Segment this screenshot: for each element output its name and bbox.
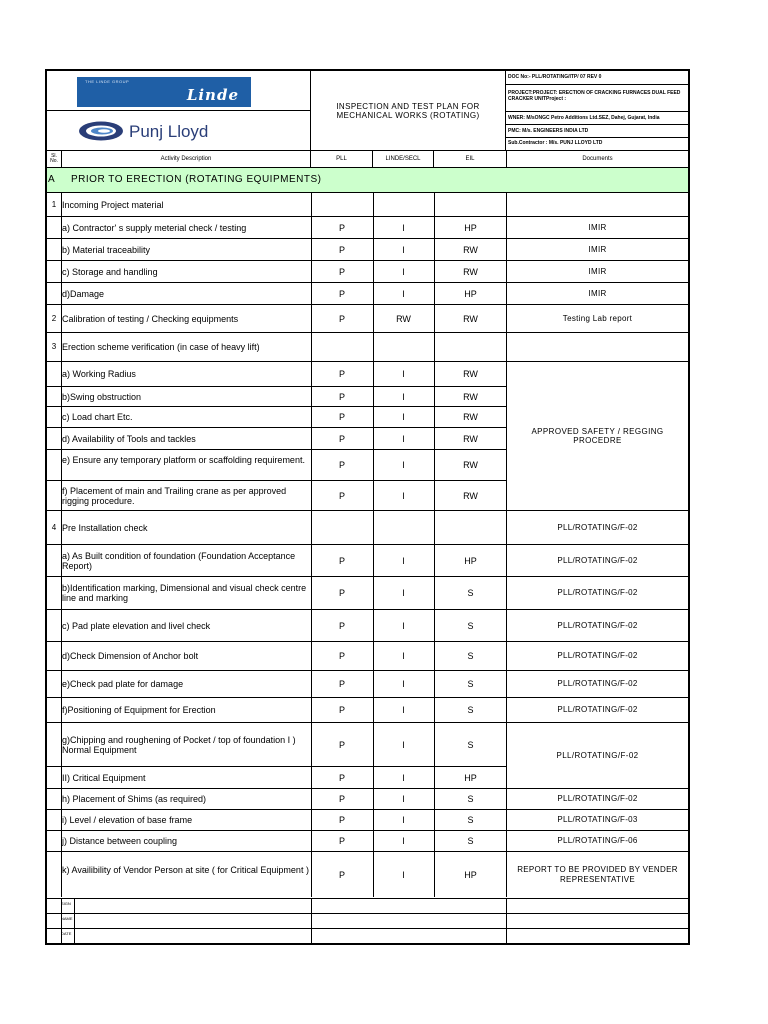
eil-cell: HP bbox=[464, 222, 477, 233]
activity-description: d)Damage bbox=[62, 288, 105, 299]
pll-cell: P bbox=[338, 705, 345, 715]
col-activity: Activity Description bbox=[62, 151, 311, 167]
table-row bbox=[47, 810, 688, 831]
col-pll: PLL bbox=[311, 151, 373, 167]
document-cell: PLL/ROTATING/F-02 bbox=[557, 620, 638, 630]
punj-swirl-icon bbox=[77, 120, 125, 142]
activity-description: c) Storage and handling bbox=[62, 266, 158, 277]
signoff-row bbox=[47, 899, 688, 914]
linde-cell: I bbox=[402, 651, 405, 661]
table-row bbox=[47, 789, 688, 810]
col-eil: EIL bbox=[434, 151, 507, 167]
table-row bbox=[47, 333, 688, 362]
eil-cell: S bbox=[467, 679, 474, 689]
col-sl-no: Sl. No. bbox=[47, 151, 62, 167]
document-meta bbox=[506, 71, 688, 150]
activity-description: f) Placement of main and Trailing crane as per approved rigging procedure. bbox=[62, 485, 287, 506]
activity-description: c) Load chart Etc. bbox=[62, 412, 133, 422]
table-row bbox=[47, 698, 688, 723]
eil-cell: RW bbox=[463, 244, 478, 255]
document-cell: PLL/ROTATING/F-06 bbox=[557, 836, 638, 845]
eil-cell: HP bbox=[464, 772, 477, 783]
eil-cell: RW bbox=[463, 460, 478, 470]
table-row bbox=[47, 852, 688, 899]
project-name: PROJECT:PROJECT: ERECTION OF CRACKING FURNACES DUAL FEED CRACKER UNITProject : bbox=[506, 85, 688, 112]
activity-description: g)Chipping and roughening of Pocket / top of foundation I ) Normal Equipment bbox=[62, 734, 296, 755]
linde-cell: I bbox=[402, 412, 405, 422]
linde-cell: I bbox=[402, 490, 405, 501]
eil-cell: S bbox=[467, 620, 474, 631]
linde-cell: I bbox=[402, 815, 405, 825]
linde-logo bbox=[77, 77, 251, 107]
activity-description: e)Check pad plate for damage bbox=[62, 679, 184, 689]
pll-cell: P bbox=[338, 836, 345, 846]
pll-cell: P bbox=[338, 412, 345, 422]
table-row bbox=[47, 283, 688, 305]
owner-name: WNER: M/sONGC Petro Additions Ltd.SEZ, Dahej, Gujarat, India bbox=[506, 112, 688, 125]
table-row bbox=[47, 193, 688, 217]
pll-cell: P bbox=[338, 313, 345, 324]
section-header bbox=[47, 168, 688, 193]
table-row bbox=[47, 305, 688, 333]
activity-description: j) Distance between coupling bbox=[62, 836, 178, 846]
pll-cell: P bbox=[338, 739, 345, 750]
sl-cell: 4 bbox=[51, 522, 57, 532]
pll-cell: P bbox=[338, 815, 345, 825]
activity-description: b) Material traceability bbox=[62, 244, 151, 255]
document-cell: IMIR bbox=[588, 244, 607, 254]
linde-cell: I bbox=[402, 222, 405, 233]
signoff-row bbox=[47, 914, 688, 929]
eil-cell: S bbox=[467, 739, 474, 750]
linde-cell: I bbox=[402, 772, 405, 783]
eil-cell: S bbox=[467, 705, 474, 715]
column-header-row bbox=[47, 150, 688, 168]
pmc-name: PMC: M/s. ENGINEERS INDIA LTD bbox=[506, 125, 688, 138]
pll-cell: P bbox=[338, 588, 345, 598]
activity-description: Erection scheme verification (in case of heavy lift) bbox=[62, 342, 260, 352]
linde-cell: I bbox=[402, 460, 405, 470]
doc-number: DOC No:- PLL/ROTATING/ITP/ 07 REV 0 bbox=[506, 71, 688, 85]
activity-description: Calibration of testing / Checking equipments bbox=[62, 313, 239, 324]
pll-cell: P bbox=[338, 244, 345, 255]
sl-cell: 2 bbox=[51, 313, 57, 323]
document-cell: PLL/ROTATING/F-02 bbox=[557, 588, 638, 597]
document-header bbox=[47, 71, 688, 150]
document-cell: Testing Lab report bbox=[562, 313, 633, 323]
activity-description: c) Pad plate elevation and livel check bbox=[62, 620, 211, 631]
activity-description: h) Placement of Shims (as required) bbox=[62, 794, 207, 804]
subcontractor-name: Sub.Contractor : M/s. PUNJ LLOYD LTD bbox=[508, 140, 603, 146]
section-title: PRIOR TO ERECTION (ROTATING EQUIPMENTS) bbox=[71, 174, 322, 185]
linde-cell: I bbox=[402, 433, 405, 444]
sl-cell: 1 bbox=[51, 199, 57, 209]
activity-description: b)Identification marking, Dimensional and visual check centre line and marking bbox=[62, 583, 307, 604]
table-row bbox=[47, 577, 688, 610]
activity-description: d) Availability of Tools and tackles bbox=[62, 433, 196, 444]
col-linde: LINDE/SECL bbox=[373, 151, 434, 167]
eil-cell: S bbox=[467, 836, 474, 846]
eil-cell: RW bbox=[463, 266, 478, 277]
document-cell: IMIR bbox=[588, 288, 607, 298]
signoff-label: NAME bbox=[61, 916, 73, 921]
linde-cell: I bbox=[402, 266, 405, 277]
activity-description: k) Availibility of Vendor Person at site ( for Critical Equipment ) bbox=[62, 865, 309, 875]
linde-cell: I bbox=[402, 391, 405, 402]
punj-wordmark: Punj Lloyd bbox=[129, 122, 209, 141]
pll-cell: P bbox=[338, 433, 345, 444]
activity-description: b)Swing obstruction bbox=[62, 391, 142, 402]
linde-cell: I bbox=[402, 794, 405, 804]
document-cell: PLL/ROTATING/F-02 bbox=[557, 651, 638, 660]
table-row bbox=[47, 671, 688, 698]
signoff-label: DATE bbox=[61, 931, 72, 936]
document-cell: PLL/ROTATING/F-02 bbox=[557, 794, 638, 803]
signoff-row bbox=[47, 929, 688, 944]
document-cell: IMIR bbox=[588, 222, 607, 232]
col-documents: Documents bbox=[582, 156, 613, 162]
eil-cell: RW bbox=[463, 412, 478, 422]
table-row bbox=[47, 511, 688, 545]
table-row bbox=[47, 642, 688, 671]
linde-cell: I bbox=[402, 588, 405, 598]
table-row bbox=[47, 239, 688, 261]
eil-cell: S bbox=[467, 588, 474, 598]
activity-description: f)Positioning of Equipment for Erection bbox=[62, 705, 216, 715]
linde-wordmark: Linde bbox=[186, 86, 239, 104]
pll-cell: P bbox=[338, 266, 345, 277]
table-row bbox=[47, 261, 688, 283]
pll-cell: P bbox=[338, 794, 345, 804]
linde-cell: I bbox=[402, 620, 405, 631]
eil-cell: RW bbox=[463, 369, 478, 379]
eil-cell: S bbox=[467, 794, 474, 804]
pll-cell: P bbox=[338, 222, 345, 233]
eil-cell: RW bbox=[463, 313, 478, 324]
activity-description: e) Ensure any temporary platform or scaffolding requirement. bbox=[62, 455, 305, 465]
document-cell: PLL/ROTATING/F-02 bbox=[557, 555, 638, 565]
pll-cell: P bbox=[338, 288, 345, 299]
pll-cell: P bbox=[338, 391, 345, 402]
activity-description: Incoming Project material bbox=[62, 199, 164, 210]
document-cell: PLL/ROTATING/F-02 bbox=[557, 522, 638, 532]
pll-cell: P bbox=[338, 679, 345, 689]
document-cell: PLL/ROTATING/F-03 bbox=[557, 815, 638, 824]
eil-cell: HP bbox=[464, 555, 477, 566]
document-title: INSPECTION AND TEST PLAN FOR MECHANICAL WORKS (ROTATING) bbox=[311, 71, 506, 150]
activity-description: II) Critical Equipment bbox=[62, 772, 146, 783]
rigging-procedure-cell: APPROVED SAFETY / REGGING PROCEDRE bbox=[507, 362, 688, 511]
pll-cell: P bbox=[338, 369, 345, 379]
activity-description: a) Contractor' s supply meterial check / testing bbox=[62, 222, 247, 233]
activity-description: a) Working Radius bbox=[62, 369, 136, 379]
document-cell: IMIR bbox=[588, 266, 607, 276]
table-row bbox=[47, 610, 688, 642]
activity-description: Pre Installation check bbox=[62, 522, 148, 533]
linde-logo-cell bbox=[47, 71, 311, 111]
sl-cell: 3 bbox=[51, 342, 57, 351]
itp-sheet bbox=[45, 69, 690, 945]
section-letter: A bbox=[48, 174, 56, 185]
table-row bbox=[47, 545, 688, 577]
linde-cell: I bbox=[402, 244, 405, 255]
eil-cell: S bbox=[467, 651, 474, 661]
table-row bbox=[47, 217, 688, 239]
eil-cell: HP bbox=[464, 870, 477, 880]
punj-logo-cell bbox=[47, 111, 311, 150]
linde-cell: I bbox=[402, 369, 405, 379]
chipping-document-cell: PLL/ROTATING/F-02 bbox=[507, 723, 688, 789]
linde-cell: I bbox=[402, 679, 405, 689]
linde-cell: I bbox=[402, 288, 405, 299]
pll-cell: P bbox=[338, 772, 345, 783]
pll-cell: P bbox=[338, 620, 345, 631]
pll-cell: P bbox=[338, 490, 345, 501]
document-cell: PLL/ROTATING/F-02 bbox=[557, 679, 638, 688]
linde-cell: RW bbox=[396, 313, 411, 324]
pll-cell: P bbox=[338, 651, 345, 661]
linde-cell: I bbox=[402, 705, 405, 715]
eil-cell: HP bbox=[464, 288, 477, 299]
table-row bbox=[47, 831, 688, 852]
linde-cell: I bbox=[402, 739, 405, 750]
linde-cell: I bbox=[402, 555, 405, 566]
linde-group-text: THE LINDE GROUP bbox=[85, 79, 130, 84]
eil-cell: RW bbox=[463, 433, 478, 444]
eil-cell: RW bbox=[463, 490, 478, 501]
document-cell: PLL/ROTATING/F-02 bbox=[557, 705, 638, 714]
pll-cell: P bbox=[338, 555, 345, 566]
linde-cell: I bbox=[402, 836, 405, 846]
signoff-label: SIGN bbox=[61, 901, 71, 906]
linde-cell: I bbox=[402, 870, 405, 880]
activity-description: a) As Built condition of foundation (Foundation Acceptance Report) bbox=[62, 550, 296, 571]
pll-cell: P bbox=[338, 870, 345, 880]
pll-cell: P bbox=[338, 460, 345, 470]
activity-description: d)Check Dimension of Anchor bolt bbox=[62, 651, 199, 661]
eil-cell: RW bbox=[463, 391, 478, 402]
activity-description: i) Level / elevation of base frame bbox=[62, 815, 193, 825]
document-cell: REPORT TO BE PROVIDED BY VENDER REPRESENTATIVE bbox=[517, 865, 678, 884]
eil-cell: S bbox=[467, 815, 474, 825]
